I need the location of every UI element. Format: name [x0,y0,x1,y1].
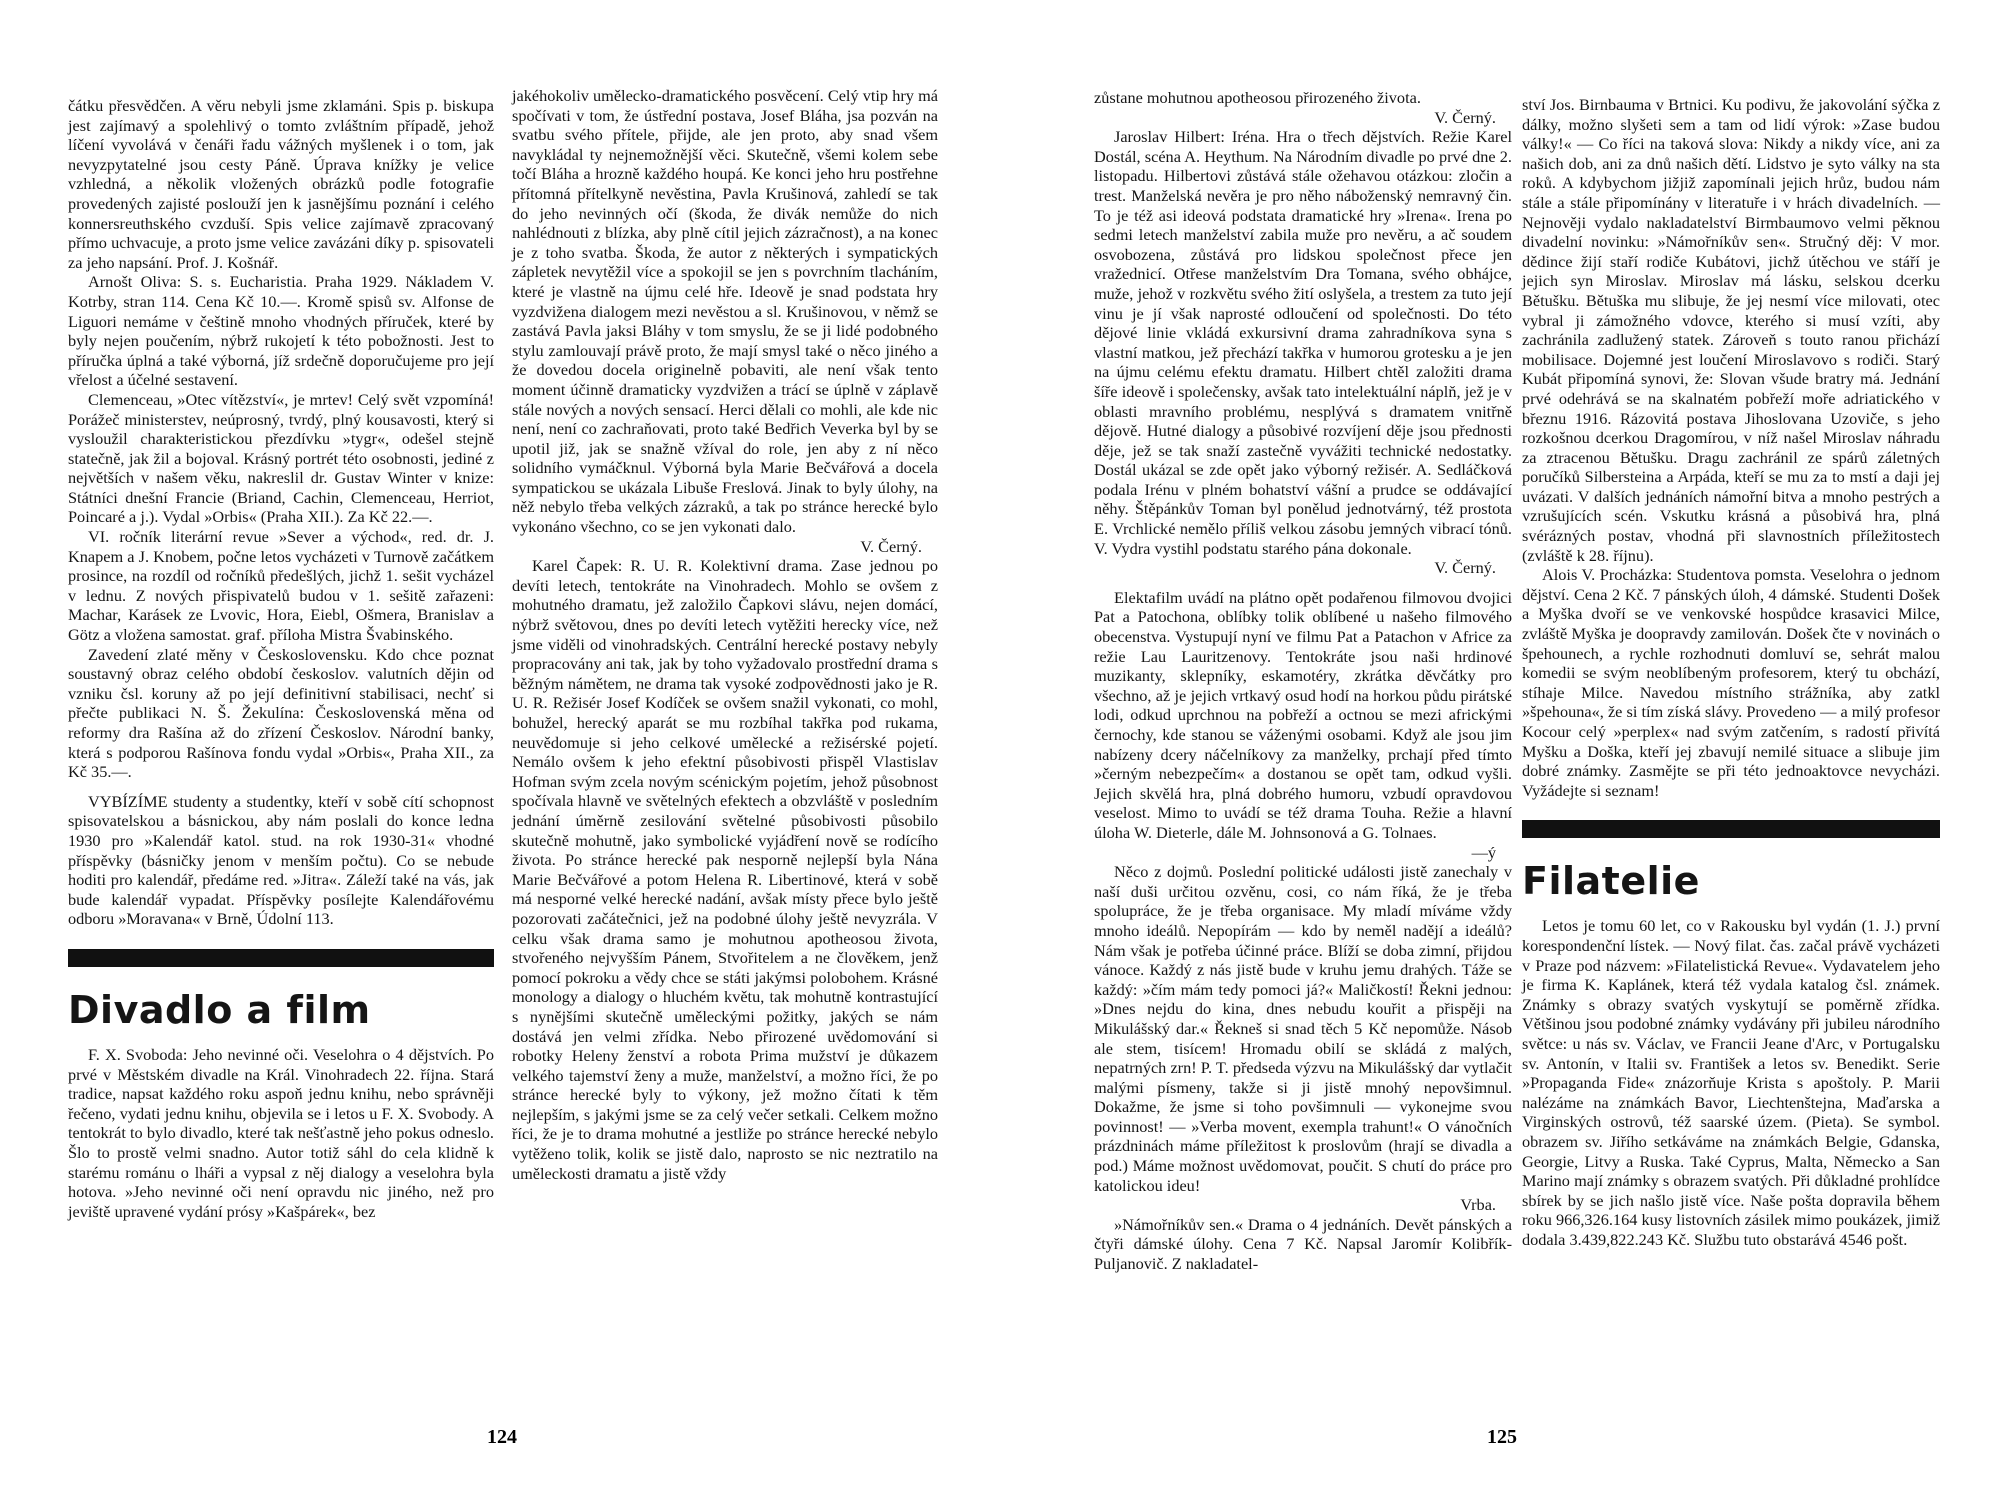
paragraph: Arnošt Oliva: S. s. Eucharistia. Praha 1929. Nákladem V. Kotrby, stran 114. Cena Kč 10.—. Kromě spisů sv. Alfonse de Liguori nemáme v češtině mnoho vhodných příruček, které by byly nejen poučením, nýbrž rukojetí k této pobožnosti. Jest to příručka úplná a také výborná, jíž srdečně doporučujeme pro její vřelost a účelné sestavení. [68,272,494,390]
section-heading: Filatelie [1522,859,1700,904]
paragraph: Clemenceau, »Otec vítězství«, je mrtev! Celý svět vzpomíná! Porážeč ministerstev, neúprosný, tvrdý, plný kousavosti, který si vysloužil charakteristickou přezdívku »tygr«, odešel stejně statečně, jak žil a bojoval. Krásný portrét této osobnosti, jediné z největších v našem věku, nakreslil dr. Gustav Winter v knize: Státníci dnešní Francie (Briand, Cachin, Clemenceau, Herriot, Poincaré a j.). Vydal »Orbis« (Praha XII.). Za Kč 22.—. [68,389,494,527]
paragraph: jakéhokoliv umělecko-dramatického posvěcení. Celý vtip hry má spočívati v tom, že ústřední postava, Josef Bláha, jsa pozván na svatbu svého přítele, přijde, ale jen proto, aby snad všem navykládal ty nejnemožnější věci. Skutečně, všemi kolem sebe točí Bláha a hrozně každého houpá. Ke konci jeho hru postřehne přítomná přítelkyně nevěstina, Pavla Krušinová, zahledí se tak do jeho nevinných očí (škoda, že divák nemůže do nich nahlédnouti z blízka, aby plně cítil jejich zázračnost), a na konec je z toho svatba. Škoda, že autor z některých i sympatických zápletek nevytěžil více a spokojil se jen s povrchním tlacháním, které je vlastně na újmu celé hře. Ideově je snad podstata hry vyzdvižena dialogem mezi nevěstou a sl. Krušinovou, v němž se zastává Pavla jaksi Bláhy v tom smyslu, že se ji lidé podobného stylu zamlouvají právě proto, že mají smysl také o něco jiného a že dovedou docela originelně pobaviti, ale není však tento moment účinně dramaticky vyzdvižen a trácí se úplně v záplavě stále nových a nových sensací. Herci dělali co mohli, ale kde nic není, není co zachraňovati, proto také Bedřich Veverka byl by se upotil již, jak se snažně vžíval do role, jen aby z ní něco solidního vymáčknul. Výborná byla Marie Bečvářová a docela sympatickou se ukázala Libuše Freslová. Jinak to byly úlohy, na něž nebylo třeba velkých zázraků, a tak po stránce herecké bylo vykonáno všechno, co se jen vykonati dalo. [512,86,938,537]
author-signature: V. Černý. [1434,558,1496,578]
page-number-right: 125 [1487,1426,1517,1448]
paragraph: Něco z dojmů. Poslední politické události jistě zanechaly v naší duši určitou ozvěnu, cosi, co nám říká, že je třeba spolupráce, že je třeba organisace. My mladí míváme vždy mnoho ideálů. Nepopírám — kdo by neměl nadějí a ideálů? Nám však je potřeba účinné práce. Blíží se doba zimní, přijdou vánoce. Každý z nás jistě bude v kruhu jemu drahých. Táže se každý: »čím mám tedy pomoci já?« Maličkostí! Řekni jednou: »Dnes nejdu do kina, dnes nebudu kouřit a přispěji na Mikulášský dar.« Řekneš si snad těch 5 Kč nepomůže. Násob ale stem, tisícem! Hromadu obilí se skládá z malých, nepatrných zrn! P. T. předseda výzvu na Mikulášský dar vytlačit malými písmeny, takže si ji jistě mnohý nepovšimnul. Dokažme, že jsme si toho povšimnuli — vykonejme svou povinnost! — »Verba movent, exempla trahunt!« O vánočních prázdninách máme příležitost k proslovům (hrají se divadla a pod.) Máme možnost uvědomovat, poučit. S chutí do práce pro katolickou ideu! [1094,862,1512,1195]
paragraph: Letos je tomu 60 let, co v Rakousku byl vydán (1. J.) první korespondenční lístek. — Nový filat. čas. začal právě vycházeti v Praze pod názvem: »Filatelistická Revue«. Vydavatelem jeho je firma K. Kaplánek, která též vydala katalog čsl. známek. Známky s obrazy svatých vyskytují se poměrně zřídka. Většinou jsou podobné známky vydávány při jubileu národního světce: u nás sv. Václav, ve Francii Jeane d'Arc, v Portugalsku sv. Antonín, v Italii sv. František a letos sv. Benedikt. Serie »Propaganda Fide« znázorňuje Krista s apoštoly. P. Marii nalézáme na známkách Bavor, Liechtenštejna, Maďarska a Virginských ostrovů, též saarské územ. (Pieta). Se symbol. obrazem sv. Jiřího setkáváme na známkách Belgie, Gdanska, Georgie, Litvy a Ruska. Také Cyprus, Malta, Německo a San Marino mají známky s obrazem svatých. Při důkladné prohlídce sbírek by se jich našlo jistě více. Naše pošta dopravila během roku 966,326.164 kusy listovních zásilek mimo poukázek, jimiž dodala 3.439,822.243 Kč. Službu tuto obstarává 4546 pošt. [1522,916,1940,1249]
section-heading: Divadlo a film [68,987,371,1032]
paragraph: Alois V. Procházka: Studentova pomsta. Veselohra o jednom dějství. Cena 2 Kč. 7 pánských úloh, 4 dámské. Studenti Došek a Myška dvoří se ve venkovské hospůdce krasavici Milce, zvláště Myška je doopravdy zamilován. Došek čte v novinách o špehounech, a rychle rozhodnuti domluví se, sehrát malou komedii se svým neoblíbeným profesorem, který tu obchází, stíhaje Milce. Navedou místního strážníka, aby zatkl »špehouna«, že si tím získá slávy. Provedeno — a milý profesor Kocour celý »perplex« nad svým zatčením, s radostí přivítá Myšku a Doška, kteří jej zbavují nemilé situace a slibuje jim dobré známky. Zasmějte se při této jednoaktovce nevycházi. Vyžádejte si seznam! [1522,565,1940,800]
paragraph: zůstane mohutnou apotheosou přirozeného života. [1094,88,1421,107]
author-signature: —ý [1471,842,1496,862]
paragraph: F. X. Svoboda: Jeho nevinné oči. Veselohra o 4 dějstvích. Po prvé v Městském divadle na Král. Vinohradech 22. října. Stará tradice, napsat každého roku aspoň jednu knihu, nebo správněji řečeno, vydati jednu knihu, objevila se i letos u F. X. Svobody. A tentokrát to bylo divadlo, které tak nešťastně jeho pokus odneslo. Šlo to prostě velmi snadno. Autor totiž sáhl do cela klidně k starému románu o lháři a vypsal z něj dialogy a veselohra byla hotova. »Jeho nevinné oči není opravdu nic jiného, než pro jeviště upravené vydání prósy »Kašpárek«, bez [68,1044,494,1221]
paragraph: VI. ročník literární revue »Sever a východ«, red. dr. J. Knapem a J. Knobem, počne letos vycházeti v Turnově začátkem prosince, na rozdíl od ročníků předešlých, jichž 1. sešit vycházel v lednu. Z nových přispivatelů budou v 1. sešitě zařazeni: Machar, Karásek ze Lvovic, Hora, Eiebl, Ošmera, Branislav a Götz a vložena samostat. graf. příloha Mistra Švabinského. [68,527,494,645]
section-divider-bar [1522,820,1940,838]
column-2 [512,86,938,1183]
paragraph: VYBÍZÍME studenty a studentky, kteří v sobě cítí schopnost spisovatelskou a básnickou, aby nám poslali do konce ledna 1930 pro »Kalendář katol. stud. na rok 1930-31« vhodné příspěvky (básničky jenom v menším počtu). Co se nebude hoditi pro kalendář, předáme red. »Jitra«. Záleží také na vás, jak bude kalendář vypadat. Příspěvky posílejte Kalendářovému odboru »Moravana« v Brně, Údolní 113. [68,791,494,929]
author-signature: V. Černý. [1434,107,1496,127]
page-number-left: 124 [487,1426,517,1448]
column-1 [68,96,494,1221]
paragraph: Zavedení zlaté měny v Československu. Kdo chce poznat soustavný obraz celého období českoslov. valutních dějin od vzniku čsl. koruny až po její definitivní stabilisaci, nechť si přečte publikaci N. Š. Žekulína: Československá měna od reformy dra Rašína až do zřízení Českoslov. Národní banky, která s podporou Rašínova fondu vydal »Orbis«, Praha XII., za Kč 35.—. [68,644,494,782]
column-4 [1522,95,1940,1249]
paragraph: Karel Čapek: R. U. R. Kolektivní drama. Zase jednou po devíti letech, tentokráte na Vinohradech. Mohlo se ovšem z mohutného dramatu, jež založilo Čapkovi slávu, nejen domácí, nýbrž světovou, dnes po devíti letech vytěžiti herecky více, než jsme viděli od vinohradských. Centrální herecké postavy nebyly propracovány ani tak, jak by toho vyžadovalo prostřední drama s běžným námětem, ne drama tak vysoké zodpovědnosti jako je R. U. R. Režisér Josef Kodíček se ovšem snažil vykonati, co mohl, bohužel, herecký aparát se mu rozbíhal takřka pod rukama, neuvědomuje si jeho celkové umělecké a režisérské pojetí. Nemálo ovšem k jeho efektní působivosti přispěl Vlastislav Hofman svým zcela novým scénickým pojetím, jehož působnost spočívala hlavně ve světelných efektech a obzvláště v posledním jednání úměrně zesilování světelné působivosti působilo skutečně mohutně, jako symbolické vyjádření nově se rodícího života. Po stránce herecké pak nesporně nejlepší byla Nána Marie Bečvářové a potom Helena R. Libertinové, která v sobě má nesporné velké herecké nadání, avšak místy přece bylo ještě pozorovati začátečnici, jež na podobné úlohy ještě nevyzrála. V celku však drama samo je mohutnou apotheosou života, stvořeného nejvyšším Pánem, Stvořitelem a ne člověkem, jenž pomocí pokroku a vědy chce se státi jakýmsi polobohem. Krásné monology a dialogy o hluchém květu, tak mohutně kontrastující s nynějšími skutečně uměleckými požitky, jakých se nám dostává jen velmi zřídka. Nebo přirozené uvědomování si robotky Heleny ženství a robota Prima mužství je důkazem velkého tajemství ženy a muže, manželství, a možno říci, že po stránce herecké byly to výkony, jež možno čítati k těm nejlepším, s jakými jsme se za celý večer setkali. Celkem možno říci, že je to drama mohutné a jestliže po stránce herecké nebylo vytěženo tolik, kolik se jistě dalo, naprosto se nic neztratilo na uměleckosti dramatu a jistě vždy [512,556,938,1183]
column-3 [1094,88,1512,1274]
paragraph: »Námořníkův sen.« Drama o 4 jednáních. Devět pánských a čtyři dámské úlohy. Cena 7 Kč. Napsal Jaromír Kolibřík-Puljanovič. Z nakladatel- [1094,1214,1512,1274]
paragraph: Elektafilm uvádí na plátno opět podařenou filmovou dvojici Pat a Patochona, oblíbky tolik oblíbené u našeho filmového obecenstva. Vystupují nyní ve filmu Pat a Patachon v Africe za režie Lau Lauritzenovy. Tentokráte jsou naši hrdinové muzikanty, sklepníky, eskamotéry, zkrátka děvčátky pro všechno, až je jejich vrtkavý osud hodí na horkou půdu pirátské lodi, odkud uprchnou na pobřeží a octnou se mezi africkými černochy, kde stanou se váženými osobami. Když ale jsou jim nabízeny dcery náčelníkovy za manželky, prchají před tímto »černým nebezpečím« a dostanou se opět tam, odkud vyšli. Jejich skvělá hra, plná dobrého humoru, vzbudí opravdovou veselost. Mimo to uvádí se též drama Touha. Režie a hlavní úloha W. Dieterle, dále M. Johnsonová a G. Tolnaes. [1094,587,1512,842]
section-divider-bar [68,949,494,967]
paragraph: Jaroslav Hilbert: Iréna. Hra o třech dějstvích. Režie Karel Dostál, scéna A. Heythum. Na Národním divadle po prvé dne 2. listopadu. Hilbertovi zůstává stále ožehavou otázkou: zločin a trest. Manželská nevěra je pro něho náboženský nemravný čin. To je též asi ideová podstata dramatické hry »Irena«. Irena po sedmi letech manželství zabila muže pro nevěru, a ač soudem osvobozena, zůstává pro lidskou společnost přece jen vražednicí. Otřese manželstvím Dra Tomana, svého obhájce, muže, jehož v rozkvětu svého žití oslyšela, a trestem za tuto její vinu je jí však naprosté odloučení od společnosti. Do této dějové linie vkládá exkursivní drama zahradníkova syna s vlastní matkou, jež přechází takřka v humorou grotesku a je jen na újmu celému efektu dramatu. Hilbert chtěl založiti drama šíře ideově i společensky, avšak tato intelektuální náplň, jež je v oblasti mravního problému, nesplývá s dramatem vnitřně dějově. Hutné dialogy a působivé rozvíjení děje jsou přednosti děje, jež se tak snaží zastečně vyvážiti technické nedostatky. Dostál ukázal se zde opět jako výborný režisér. A. Sedláčková podala Irénu v plném bohatství vášní a prudce se oddávající něhy. Štěpánkův Toman byl ponělud jednotvárný, též prostota E. Vrchlické nemělo příliš velkou zásobu jemných vibrací tónů. V. Vydra vystihl podstatu starého pána dokonale. [1094,127,1512,558]
paragraph: čátku přesvědčen. A věru nebyli jsme zklamáni. Spis p. biskupa jest zajímavý a spolehlivý o tomto zvláštním případě, jehož líčení vyvolává v čenáři řadu vážných myšlenek i o tom, jak nevyzpytatelné jsou cesty Páně. Úprava knížky je velice vzhledná, a několik vložených obrázků podle fotografie provedených zajisté poslouží jen k jasnějšímu poznání i celého konnersreuthského cvzduší. Spis velice zajímavě zpracovaný přímo uchvacuje, a proto jsme velice zavázáni díky p. spisovateli za jeho napsání. Prof. J. Košnář. [68,96,494,272]
paragraph: ství Jos. Birnbauma v Brtnici. Ku podivu, že jakovolání sýčka z dálky, možno slyšeti sem a tam od lidí výrok: »Zase budou války!« — Co říci na taková slova: Nikdy a nikdy více, ani za našich dob, ani za dnů našich dětí. Lidstvo je syto války na sta roků. A kdybychom jižjiž zapomínali jejich hrůz, budou nám stále a stále připomínány v literatuře i v hrách divadelních. — Nejnověji vydalo nakladatelství Birmbaumovo velmi pěknou divadelní novinku: »Námořníkův sen«. Stručný děj: V mor. dědince žijí staří rodiče Kubátovi, jichž útěchou ve stáří je jejich syn Miroslav. Miroslav má lásku, selskou dcerku Bětušku. Bětuška mu slibuje, že jej nesmí více milovati, otec vybral ji zámožného vdovce, kterého si musí vzíti, aby zachránila zadlužený statek. Zároveň s touto ranou přichází mobilisace. Dojemné jest loučení Miroslavovo s rodiči. Starý Kubát připomíná synovi, že: Slovan všude bratry má. Jednání prvé odehrává se na skalnatém pobřeží moře adriatického v březnu 1916. Rázovitá postava Jihoslovana Uzoviče, s jeho rozkošnou dcerkou Dragomírou, v níž našel Miroslav náhradu za ztracenou Bětušku. Dragu zachránil ze spárů záletných poručíků Silbersteina a Arpáda, kteří se mu za to mstí a daji jej uvázati. V dalších jednáních námořní bitva a mnoho pestrých a vzrušujících scén. Vskutku krásná a působivá hra, plná svérázných postav, vhodná při slavnostních příležitostech (zvláště k 28. říjnu). [1522,95,1940,565]
author-signature: Vrba. [1460,1195,1496,1215]
author-signature: V. Černý. [860,536,922,556]
